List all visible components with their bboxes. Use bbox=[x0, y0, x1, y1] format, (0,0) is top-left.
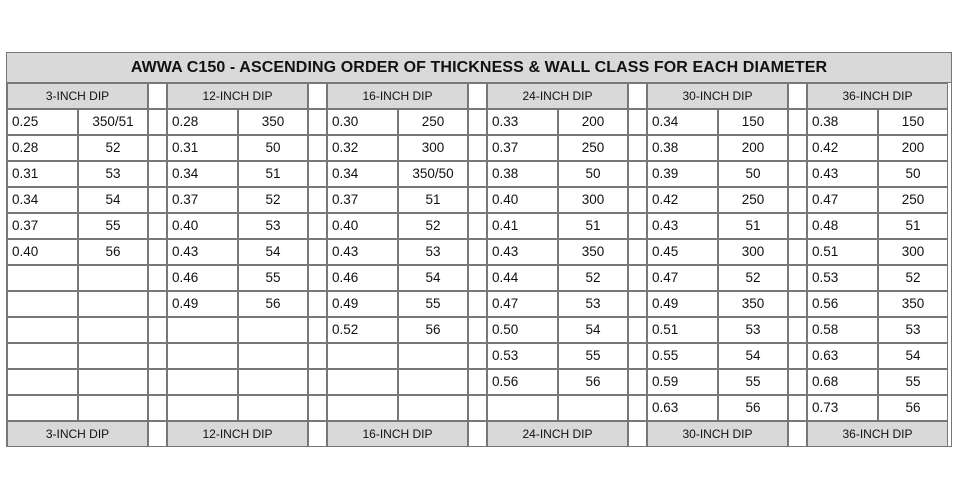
wall-class-cell: 55 bbox=[78, 213, 148, 239]
column-separator bbox=[788, 265, 807, 291]
wall-class-cell: 56 bbox=[238, 291, 308, 317]
thickness-cell: 0.42 bbox=[807, 135, 878, 161]
thickness-cell: 0.59 bbox=[647, 369, 718, 395]
wall-class-cell: 300 bbox=[878, 239, 948, 265]
column-footer-36-inch-dip: 36-INCH DIP bbox=[807, 421, 948, 447]
column-separator bbox=[788, 135, 807, 161]
wall-class-cell: 250 bbox=[558, 135, 628, 161]
wall-class-cell: 300 bbox=[558, 187, 628, 213]
column-separator bbox=[148, 83, 167, 109]
thickness-cell: 0.31 bbox=[167, 135, 238, 161]
thickness-cell: 0.28 bbox=[7, 135, 78, 161]
column-separator bbox=[628, 109, 647, 135]
column-separator bbox=[628, 83, 647, 109]
thickness-cell bbox=[7, 317, 78, 343]
thickness-cell: 0.34 bbox=[167, 161, 238, 187]
thickness-cell: 0.47 bbox=[807, 187, 878, 213]
column-separator bbox=[308, 83, 327, 109]
thickness-cell: 0.55 bbox=[647, 343, 718, 369]
column-separator bbox=[468, 83, 487, 109]
thickness-cell: 0.37 bbox=[167, 187, 238, 213]
thickness-cell: 0.38 bbox=[647, 135, 718, 161]
column-separator bbox=[148, 213, 167, 239]
wall-class-cell: 52 bbox=[878, 265, 948, 291]
column-separator bbox=[308, 421, 327, 447]
thickness-cell: 0.40 bbox=[7, 239, 78, 265]
column-separator bbox=[628, 369, 647, 395]
wall-class-cell: 51 bbox=[238, 161, 308, 187]
column-separator bbox=[148, 187, 167, 213]
column-footer-24-inch-dip: 24-INCH DIP bbox=[487, 421, 628, 447]
thickness-cell bbox=[167, 317, 238, 343]
thickness-cell: 0.56 bbox=[807, 291, 878, 317]
thickness-cell: 0.37 bbox=[7, 213, 78, 239]
column-separator bbox=[308, 239, 327, 265]
wall-class-cell bbox=[78, 369, 148, 395]
thickness-cell: 0.32 bbox=[327, 135, 398, 161]
column-separator bbox=[308, 187, 327, 213]
wall-class-cell: 51 bbox=[398, 187, 468, 213]
column-header-24-inch-dip: 24-INCH DIP bbox=[487, 83, 628, 109]
column-separator bbox=[148, 343, 167, 369]
thickness-cell bbox=[7, 369, 78, 395]
wall-class-cell: 53 bbox=[718, 317, 788, 343]
column-separator bbox=[148, 109, 167, 135]
column-separator bbox=[788, 83, 807, 109]
column-separator bbox=[148, 265, 167, 291]
thickness-cell: 0.34 bbox=[647, 109, 718, 135]
wall-class-cell: 56 bbox=[558, 369, 628, 395]
column-separator bbox=[788, 239, 807, 265]
wall-class-cell: 53 bbox=[78, 161, 148, 187]
column-separator bbox=[788, 213, 807, 239]
thickness-cell: 0.63 bbox=[647, 395, 718, 421]
thickness-cell: 0.43 bbox=[327, 239, 398, 265]
thickness-cell bbox=[327, 369, 398, 395]
wall-class-cell: 350 bbox=[718, 291, 788, 317]
thickness-cell: 0.52 bbox=[327, 317, 398, 343]
thickness-cell: 0.43 bbox=[167, 239, 238, 265]
thickness-cell bbox=[487, 395, 558, 421]
thickness-cell: 0.33 bbox=[487, 109, 558, 135]
thickness-cell: 0.50 bbox=[487, 317, 558, 343]
thickness-cell: 0.43 bbox=[647, 213, 718, 239]
column-separator bbox=[628, 265, 647, 291]
wall-class-cell bbox=[238, 395, 308, 421]
thickness-cell: 0.51 bbox=[647, 317, 718, 343]
thickness-cell: 0.43 bbox=[807, 161, 878, 187]
column-separator bbox=[468, 265, 487, 291]
thickness-cell: 0.53 bbox=[487, 343, 558, 369]
wall-class-cell: 150 bbox=[878, 109, 948, 135]
column-separator bbox=[468, 109, 487, 135]
column-separator bbox=[628, 291, 647, 317]
wall-class-cell: 250 bbox=[718, 187, 788, 213]
wall-class-cell: 200 bbox=[558, 109, 628, 135]
column-header-3-inch-dip: 3-INCH DIP bbox=[7, 83, 148, 109]
column-separator bbox=[468, 187, 487, 213]
thickness-cell bbox=[7, 395, 78, 421]
wall-class-cell: 52 bbox=[78, 135, 148, 161]
column-separator bbox=[468, 291, 487, 317]
wall-class-cell: 52 bbox=[238, 187, 308, 213]
wall-class-cell bbox=[78, 291, 148, 317]
column-footer-30-inch-dip: 30-INCH DIP bbox=[647, 421, 788, 447]
thickness-cell: 0.34 bbox=[7, 187, 78, 213]
column-separator bbox=[788, 109, 807, 135]
thickness-cell: 0.40 bbox=[487, 187, 558, 213]
thickness-cell: 0.44 bbox=[487, 265, 558, 291]
column-separator bbox=[468, 161, 487, 187]
column-separator bbox=[308, 265, 327, 291]
wall-class-cell: 54 bbox=[238, 239, 308, 265]
column-separator bbox=[308, 369, 327, 395]
column-separator bbox=[788, 317, 807, 343]
wall-class-cell: 55 bbox=[718, 369, 788, 395]
wall-class-cell: 53 bbox=[398, 239, 468, 265]
column-separator bbox=[468, 135, 487, 161]
column-separator bbox=[468, 395, 487, 421]
column-separator bbox=[468, 213, 487, 239]
wall-class-cell: 50 bbox=[238, 135, 308, 161]
column-separator bbox=[628, 161, 647, 187]
wall-class-cell: 250 bbox=[398, 109, 468, 135]
column-separator bbox=[148, 395, 167, 421]
thickness-cell: 0.37 bbox=[487, 135, 558, 161]
column-separator bbox=[468, 369, 487, 395]
wall-class-cell: 53 bbox=[238, 213, 308, 239]
thickness-cell bbox=[167, 343, 238, 369]
column-separator bbox=[628, 421, 647, 447]
column-separator bbox=[788, 395, 807, 421]
wall-class-cell: 54 bbox=[878, 343, 948, 369]
thickness-cell: 0.41 bbox=[487, 213, 558, 239]
wall-class-cell: 350/51 bbox=[78, 109, 148, 135]
thickness-cell: 0.39 bbox=[647, 161, 718, 187]
column-separator bbox=[788, 343, 807, 369]
column-separator bbox=[628, 343, 647, 369]
thickness-cell: 0.46 bbox=[167, 265, 238, 291]
wall-class-cell: 50 bbox=[878, 161, 948, 187]
column-separator bbox=[468, 343, 487, 369]
wall-class-cell: 53 bbox=[558, 291, 628, 317]
thickness-cell: 0.42 bbox=[647, 187, 718, 213]
thickness-cell: 0.46 bbox=[327, 265, 398, 291]
thickness-cell bbox=[7, 265, 78, 291]
thickness-cell: 0.58 bbox=[807, 317, 878, 343]
wall-class-cell: 55 bbox=[238, 265, 308, 291]
wall-class-cell: 350 bbox=[558, 239, 628, 265]
thickness-cell: 0.38 bbox=[807, 109, 878, 135]
thickness-cell: 0.30 bbox=[327, 109, 398, 135]
wall-class-cell: 51 bbox=[878, 213, 948, 239]
column-separator bbox=[308, 109, 327, 135]
wall-class-cell: 54 bbox=[718, 343, 788, 369]
thickness-cell: 0.48 bbox=[807, 213, 878, 239]
wall-class-cell: 52 bbox=[398, 213, 468, 239]
wall-class-cell: 250 bbox=[878, 187, 948, 213]
wall-class-cell: 56 bbox=[878, 395, 948, 421]
column-separator bbox=[628, 187, 647, 213]
column-separator bbox=[468, 421, 487, 447]
column-header-36-inch-dip: 36-INCH DIP bbox=[807, 83, 948, 109]
table-title: AWWA C150 - ASCENDING ORDER OF THICKNESS & WALL CLASS FOR EACH DIAMETER bbox=[7, 53, 951, 83]
column-separator bbox=[628, 135, 647, 161]
wall-class-cell: 52 bbox=[558, 265, 628, 291]
column-separator bbox=[148, 317, 167, 343]
column-separator bbox=[788, 369, 807, 395]
wall-class-cell: 56 bbox=[78, 239, 148, 265]
wall-class-cell bbox=[398, 369, 468, 395]
wall-class-cell: 55 bbox=[558, 343, 628, 369]
wall-class-cell bbox=[78, 343, 148, 369]
column-separator bbox=[148, 161, 167, 187]
wall-class-cell: 200 bbox=[878, 135, 948, 161]
wall-class-cell: 56 bbox=[718, 395, 788, 421]
column-footer-16-inch-dip: 16-INCH DIP bbox=[327, 421, 468, 447]
wall-class-cell: 55 bbox=[398, 291, 468, 317]
wall-class-cell bbox=[78, 265, 148, 291]
column-separator bbox=[308, 135, 327, 161]
wall-class-cell bbox=[238, 343, 308, 369]
thickness-cell: 0.63 bbox=[807, 343, 878, 369]
column-separator bbox=[308, 317, 327, 343]
column-separator bbox=[628, 395, 647, 421]
thickness-cell: 0.34 bbox=[327, 161, 398, 187]
column-separator bbox=[148, 421, 167, 447]
wall-class-cell bbox=[558, 395, 628, 421]
column-separator bbox=[148, 239, 167, 265]
column-separator bbox=[308, 161, 327, 187]
wall-class-cell bbox=[78, 395, 148, 421]
column-separator bbox=[468, 317, 487, 343]
wall-class-cell: 54 bbox=[398, 265, 468, 291]
thickness-cell bbox=[167, 369, 238, 395]
thickness-cell bbox=[327, 395, 398, 421]
wall-class-cell: 51 bbox=[718, 213, 788, 239]
thickness-cell: 0.53 bbox=[807, 265, 878, 291]
thickness-cell: 0.73 bbox=[807, 395, 878, 421]
wall-class-cell: 54 bbox=[78, 187, 148, 213]
thickness-cell: 0.49 bbox=[167, 291, 238, 317]
wall-class-cell bbox=[238, 369, 308, 395]
thickness-wall-class-table bbox=[6, 52, 952, 447]
column-footer-3-inch-dip: 3-INCH DIP bbox=[7, 421, 148, 447]
wall-class-cell: 350 bbox=[878, 291, 948, 317]
wall-class-cell: 350/50 bbox=[398, 161, 468, 187]
thickness-cell: 0.45 bbox=[647, 239, 718, 265]
column-separator bbox=[468, 239, 487, 265]
column-separator bbox=[628, 317, 647, 343]
column-separator bbox=[308, 395, 327, 421]
thickness-cell: 0.38 bbox=[487, 161, 558, 187]
wall-class-cell: 53 bbox=[878, 317, 948, 343]
column-separator bbox=[308, 291, 327, 317]
wall-class-cell bbox=[398, 343, 468, 369]
thickness-cell: 0.49 bbox=[327, 291, 398, 317]
wall-class-cell bbox=[238, 317, 308, 343]
thickness-cell: 0.68 bbox=[807, 369, 878, 395]
wall-class-cell: 200 bbox=[718, 135, 788, 161]
column-footer-12-inch-dip: 12-INCH DIP bbox=[167, 421, 308, 447]
column-header-30-inch-dip: 30-INCH DIP bbox=[647, 83, 788, 109]
column-header-16-inch-dip: 16-INCH DIP bbox=[327, 83, 468, 109]
column-separator bbox=[148, 291, 167, 317]
wall-class-cell: 150 bbox=[718, 109, 788, 135]
thickness-cell: 0.31 bbox=[7, 161, 78, 187]
thickness-cell: 0.25 bbox=[7, 109, 78, 135]
thickness-cell: 0.56 bbox=[487, 369, 558, 395]
thickness-cell: 0.47 bbox=[647, 265, 718, 291]
thickness-cell bbox=[327, 343, 398, 369]
wall-class-cell: 300 bbox=[398, 135, 468, 161]
thickness-cell: 0.43 bbox=[487, 239, 558, 265]
thickness-cell: 0.49 bbox=[647, 291, 718, 317]
column-separator bbox=[788, 161, 807, 187]
thickness-cell: 0.37 bbox=[327, 187, 398, 213]
column-separator bbox=[628, 213, 647, 239]
wall-class-cell: 50 bbox=[718, 161, 788, 187]
thickness-cell bbox=[167, 395, 238, 421]
thickness-cell bbox=[7, 343, 78, 369]
thickness-cell: 0.40 bbox=[327, 213, 398, 239]
wall-class-cell: 56 bbox=[398, 317, 468, 343]
thickness-cell: 0.51 bbox=[807, 239, 878, 265]
column-separator bbox=[148, 135, 167, 161]
wall-class-cell: 52 bbox=[718, 265, 788, 291]
wall-class-cell: 350 bbox=[238, 109, 308, 135]
column-separator bbox=[628, 239, 647, 265]
column-separator bbox=[788, 187, 807, 213]
column-separator bbox=[148, 369, 167, 395]
wall-class-cell bbox=[78, 317, 148, 343]
wall-class-cell: 54 bbox=[558, 317, 628, 343]
column-separator bbox=[788, 421, 807, 447]
thickness-cell bbox=[7, 291, 78, 317]
column-header-12-inch-dip: 12-INCH DIP bbox=[167, 83, 308, 109]
thickness-cell: 0.47 bbox=[487, 291, 558, 317]
thickness-cell: 0.40 bbox=[167, 213, 238, 239]
wall-class-cell: 51 bbox=[558, 213, 628, 239]
column-separator bbox=[308, 343, 327, 369]
wall-class-cell: 50 bbox=[558, 161, 628, 187]
wall-class-cell: 300 bbox=[718, 239, 788, 265]
wall-class-cell bbox=[398, 395, 468, 421]
column-separator bbox=[788, 291, 807, 317]
wall-class-cell: 55 bbox=[878, 369, 948, 395]
thickness-cell: 0.28 bbox=[167, 109, 238, 135]
column-separator bbox=[308, 213, 327, 239]
